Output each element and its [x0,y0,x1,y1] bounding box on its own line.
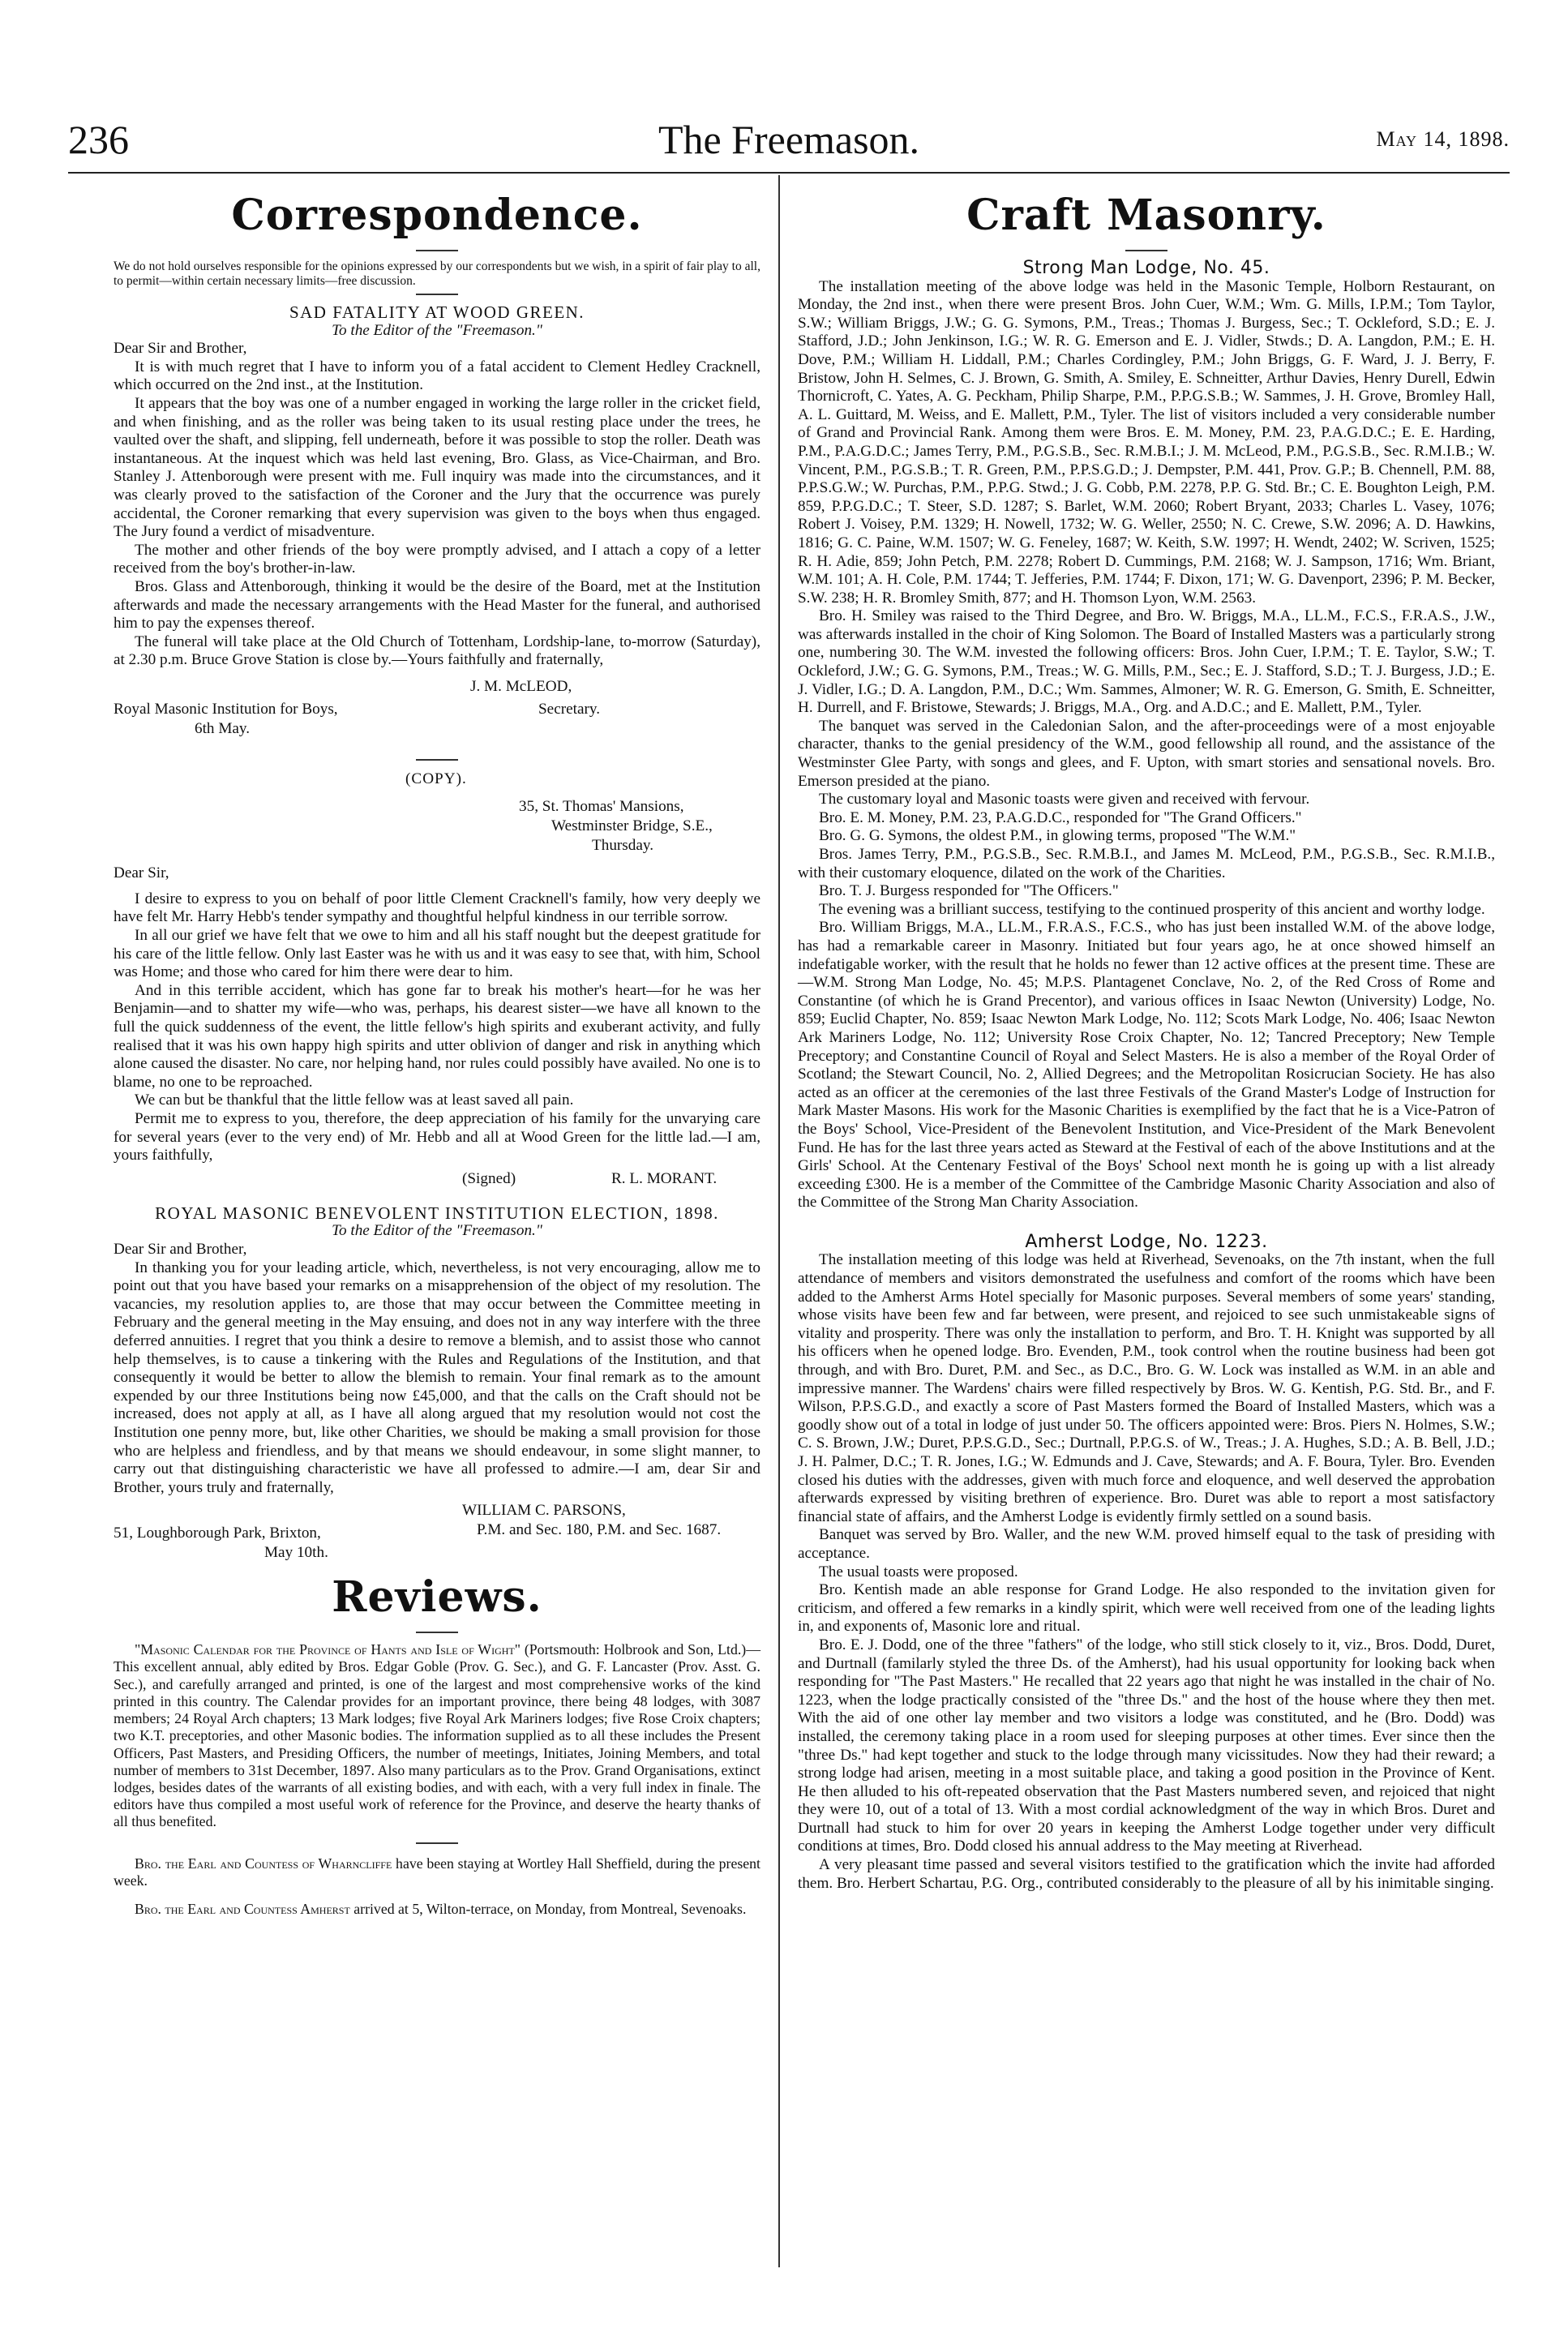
letter-salutation: Dear Sir and Brother, [114,1240,247,1258]
lodge-heading: Strong Man Lodge, No. 45. [1022,258,1270,278]
divider-rule [1125,250,1167,251]
right-column [798,183,1495,1893]
copy-address-line: 35, St. Thomas' Mansions, [519,797,684,815]
report-paragraph: The customary loyal and Masonic toasts were given and received with fervour. [819,791,1310,808]
report-paragraph: Bros. James Terry, P.M., P.G.S.B., Sec. R.M.B.I., and James M. McLeod, P.M., P.G.S.B., Sec. R.M.I.B., with their customary eloquence, dilated on the work of the Charities. [798,846,1495,881]
copy-signature [114,1169,760,1190]
letter-paragraph: Permit me to express to you, therefore, the deep appreciation of his family for the unvarying care for several years (ever to the very end) of Mr. Hebb and all at Wood Green for the little lad.—I am, yours faithfully, [114,1110,760,1164]
masthead-rule [68,172,1510,174]
divider-rule [416,759,458,761]
letter-paragraph: In thanking you for your leading article, which, nevertheless, is not very encouraging, allow me to point out that you have based your remarks on a misapprehension of the object of my resolution. The vacancies, my resolution applies to, are those that may occur between the Committee meeting in February and the general meeting in the May ensuing, and does not in any way interfere with the three deferred annuities. I regret that you think a desire to remove a blemish, and to assist those who cannot help themselves, is to cause a tinkering with the Rules and Regulations of the Institution, and that consequently it would be better to allow the blemish to remain. Your final remark as to the amount expended by our three Institutions being now £45,000, and that the calls on the Craft should not be increased, does not apply at all, as I have all along argued that my resolution would not cost the Institution one penny more, but, like other Charities, we should be making a small provision for those who are helpless and friendless, and by that means we should endeavour, in some slight manner, to carry out that distinguishing characteristic we have all professed to admire.—I am, dear Sir and Brother, yours truly and fraternally, [114,1259,760,1496]
masthead [68,114,1510,165]
review-body: (Portsmouth: Holbrook and Son, Ltd.)—This excellent annual, ably edited by Bros. Edgar Goble (Prov. G. Sec.), and G. F. Lancaster (Prov. Asst. G. Sec.), and carefully arranged and printed, is one of the largest and most comprehensive works of the kind printed in this country. The Calendar provides for an important province, there being 48 lodges, with 3087 members; 24 Royal Arch chapters; 13 Mark lodges; five Royal Ark Mariners lodges; five Rose Croix chapters; two K.T. preceptories, and other Masonic bodies. The information supplied as to all these includes the Present Officers, Past Masters, and Presiding Officers, the number of meetings, Initiates, Joining Members, and total number of members to 31st December, 1897. Also many particulars as to the Prov. Grand Organisations, extinct lodges, besides dates of the warrants of all existing bodies, and with each, with a very full index in finale. The editors have thus compiled a most useful work of reference for the Province, and deserve the hearty thanks of all thus benefited. [114,1641,760,1830]
divider-rule [416,1842,458,1844]
letter-addressee: To the Editor of the "Freemason." [332,321,542,339]
note-lead: Bro. the Earl and Countess of Wharncliffe [135,1855,392,1872]
signer-titles: P.M. and Sec. 180, P.M. and Sec. 1687. [477,1521,722,1539]
report-paragraph: Banquet was served by Bro. Waller, and the new W.M. proved himself equal to the task of presiding with acceptance. [798,1526,1495,1562]
report-paragraph: The installation meeting of the above lodge was held in the Masonic Temple, Holborn Restaurant, on Monday, the 2nd inst., when there were present Bros. John Cuer, W.M.; Wm. G. Mills, I.P.M.; Tom Taylor, S.W.; William Briggs, J.W.; G. G. Symons, P.M., Treas.; Thomas J. Burgess, Sec.; T. Ockleford, S.D.; E. J. Stafford, J.D.; John Jenkinson, I.G.; W. R. G. Emerson and E. J. Vidler, Stwds.; D. A. Langdon, P.M.; E. H. Dove, P.M.; William H. Liddall, P.M.; Charles Cordingley, P.M.; John Briggs, G. F. Ward, J. J. Berry, F. Bristow, John H. Selmes, C. J. Brown, G. Smith, A. Smiley, E. Schneitter, Arthur Davies, Henry Durell, Edwin Thornicroft, C. Yates, A. G. Peckham, Philip Sharpe, P.M., P.P.G.S.B.; W. Sammes, J. H. Grove, Bromley Hall, A. L. Guittard, M. Weiss, and E. Mallett, P.M., Tyler. The list of visitors included a very considerable number of Grand and Provincial Rank. Among them were Bros. E. M. Money, P.M. 23, P.A.G.D.C.; E. E. Harding, P.M., P.A.G.D.C.; James Terry, P.M., P.G.S.B., Sec. R.M.B.I.; J. M. McLeod, P.M., P.G.S.B., Sec. R.M.I.B.; W. Vincent, P.M., P.G.S.B.; T. R. Green, P.M., P.P.S.G.D.; J. Dempster, P.M. 441, Prov. G.P.; B. Chennell, P.M. 88, P.P.S.G.W.; W. Purchas, P.M., P.P.G. Stwd.; J. G. Cobb, P.M. 2278, P.P. G. Std. Br.; C. E. Boughton Leigh, P.M. 859, P.P.G.D.C.; T. Steer, S.D. 1287; S. Barlet, W.M. 2060; Robert Bryant, 2033; Charles L. Vasey, 1076; Robert J. Voisey, P.M. 1329; H. Nowell, 1732; W. G. Weller, 2550; N. C. Crewe, S.W. 2096; A. D. Hawkins, 1816; G. C. Paine, W.M. 1507; W. G. Feneley, 1687; W. Keith, S.W. 1997; H. Wendt, 2402; W. Scriven, 1525; R. H. Adie, 859; John Petch, P.M. 2278; Robert D. Cummings, P.M. 2168; W. J. Sampson, 1716; Wm. Briant, W.M. 101; A. H. Cole, P.M. 1744; T. Jefferies, P.M. 1744; F. Dixon, 171; W. G. Davenport, 2396; P. M. Becker, S.W. 238; H. R. Bromley Smith, 877; and H. Thomson Lyon, W.M. 2563. [798,277,1495,607]
report-paragraph: Bro. E. M. Money, P.M. 23, P.A.G.D.C., responded for "The Grand Officers." [819,808,1302,826]
copy-letter-header [114,769,760,890]
signer-name: R. L. MORANT. [611,1169,718,1187]
divider-rule [416,250,458,251]
news-note [114,1901,760,1918]
page-number: 236 [68,117,129,162]
copy-salutation: Dear Sir, [114,864,169,881]
signer-institution: Royal Masonic Institution for Boys, [114,700,338,718]
letter-heading: ROYAL MASONIC BENEVOLENT INSTITUTION ELECTION, 1898. [155,1203,719,1223]
report-paragraph: Bro. Kentish made an able response for Grand Lodge. He also responded to the invitation given for criticism, and offered a few remarks in a kindly spirit, which were well received from one of the leading lights in, and exponents of, Masonic lore and ritual. [798,1581,1495,1636]
copy-address-line: Westminster Bridge, S.E., [551,817,713,834]
letter-addressee: To the Editor of the "Freemason." [332,1222,542,1240]
note-body: have been staying at Wortley Hall Sheffield, during the present week. [114,1855,760,1889]
letter-signature [114,673,760,751]
review-title: "Masonic Calendar for the Province of Hants and Isle of Wight" [135,1641,521,1658]
paper-title: The Freemason. [658,117,920,162]
letter-paragraph: And in this terrible accident, which has gone far to break his mother's heart—for he was her Benjamin—and to shatter my wife—who was, perhaps, his dearest sister—we have all known to the full the quick suddenness of the event, the little fellow's high spirits and exuberant activity, and fully realised that it was his own happy high spirits and utter oblivion of danger and risk in anything which alone caused the disaster. No care, nor helping hand, nor rules could possibly have availed. No one is to blame, no one to be reproached. [114,981,760,1091]
note-lead: Bro. the Earl and Countess Amherst [135,1900,350,1917]
letter-paragraph: The mother and other friends of the boy were promptly advised, and I attach a copy of a letter received from the boy's brother-in-law. [114,541,760,577]
letter-dateline: May 10th. [264,1544,328,1562]
signer-address: 51, Loughborough Park, Brixton, [114,1525,321,1542]
correspondence-heading: Correspondence. [231,191,643,240]
divider-rule [416,1632,458,1633]
letter-paragraph: Bros. Glass and Attenborough, thinking it would be the desire of the Board, met at the Institution afterwards and made the necessary arrangements with the Head Master for the funeral, and authorised him to pay the expenses thereof. [114,577,760,633]
letter-paragraph: In all our grief we have felt that we owe to him and all his staff nought but the deepest gratitude for his care of the little fellow. Only last Easter was he with us and it was easy to see that, with him, School was Home; and those who cared for him there were dear to him. [114,927,760,981]
letter-signature [114,1502,760,1563]
column-divider [778,175,780,2267]
divider-rule [416,294,458,295]
signed-label: (Signed) [462,1169,516,1187]
left-column [114,183,760,1918]
reviews-heading: Reviews. [332,1572,542,1623]
issue-date: May 14, 1898. [1376,127,1510,151]
report-paragraph: The installation meeting of this lodge was held at Riverhead, Sevenoaks, on the 7th instant, when the full attendance of members and visitors demonstrated the usefulness and comfort of the rooms which have been added to the Amherst Arms Hotel specially for Masonic purposes. Several members of some years' standing, whose visits have been few and far between, were present, and rejoiced to see such unmistakeable signs of vitality and prosperity. There was only the installation to perform, and Bro. T. H. Knight was supported by all his officers when he opened lodge. Bro. Evenden, P.M., took control when the routine business had been got through, and with Bro. Duret, P.M. and Sec., as D.C., Bro. G. W. Lock was installed as W.M. in an able and impressive manner. The Wardens' chairs were filled respectively by Bros. W. G. Kentish, P.G. Std. Br., and F. Wilson, P.P.S.G.D., and exactly a score of Past Masters formed the Board of Installed Masters, which was a goodly show out of a total in lodge of just under 50. The officers appointed were: Bros. Piers N. Holmes, S.W.; C. S. Brown, J.W.; Duret, P.P.S.G.D., Sec.; Durtnall, P.P.G.S. of W., Treas.; J. A. Hughes, S.D.; A. B. Bell, J.D.; J. H. Palmer, D.C.; T. R. Jones, I.G.; W. Edmunds and J. Cave, Stewards; and A. F. Boura, Tyler. Bro. Evenden closed his duties with the addresses, given with much force and eloquence, and well deserved the approbation afterwards expressed by visiting brethren of experience. Bro. Duret was able to report a most satisfactory financial state of affairs, and the Amherst Lodge is evidently firmly settled on a sound basis. [798,1251,1495,1525]
letter-paragraph: It is with much regret that I have to inform you of a fatal accident to Clement Hedley Cracknell, which occurred on the 2nd inst., at the Institution. [114,358,760,394]
review-item [114,1641,760,1830]
editorial-disclaimer: We do not hold ourselves responsible for the opinions expressed by our correspondents but we wish, in a spirit of fair play to all, to permit—within certain necessary limits—free discussion. [114,259,760,288]
report-paragraph: The evening was a brilliant success, testifying to the continued prosperity of this ancient and worthy lodge. [819,900,1485,918]
letter-dateline: 6th May. [195,719,251,737]
letter-paragraph: It appears that the boy was one of a number engaged in working the large roller in the cricket field, and when finishing, and as the roller was being taken to its usual resting place under the trees, he vaulted over the shaft, and slipping, fell underneath, before it was possible to stop the roller. Death was instantaneous. At the inquest which was held last evening, Bro. Glass, as Vice-Chairman, and Bro. Stanley J. Attenborough were present with me. Full inquiry was made into the circumstances, and it was clearly proved to the satisfaction of the Coroner and the Jury that the occurrence was purely accidental, the Coroner remarking that every supervision was given to the boys when thus engaged. The Jury found a verdict of misadventure. [114,394,760,541]
report-paragraph: Bro. T. J. Burgess responded for "The Officers." [819,882,1119,900]
letter-paragraph: We can but be thankful that the little fellow was at least saved all pain. [135,1091,574,1109]
report-paragraph: Bro. H. Smiley was raised to the Third Degree, and Bro. W. Briggs, M.A., LL.M., F.C.S., F.R.A.S., J.W., was afterwards installed in the choir of King Solomon. The Board of Installed Masters was a particularly strong one, numbering 30. The W.M. invested the following officers: Bros. John Cuer, I.P.M.; T. E. Taylor, S.W.; T. Ockleford, J.W.; G. G. Symons, P.M., Treas.; W. G. Mills, P.M., Sec.; E. J. Stafford, S.D.; T. J. Burgess, J.D.; E. J. Vidler, I.G.; D. A. Langdon, P.M., D.C.; Wm. Sammes, Almoner; W. R. G. Emerson, G. Smith, E. Schneitter, H. Durrell, and F. Bristowe, Stewards; J. Briggs, M.A., Org. and A.D.C.; and E. Mallett, P.M., Tyler. [798,607,1495,717]
letter-paragraph: The funeral will take place at the Old Church of Tottenham, Lordship-lane, to-morrow (Saturday), at 2.30 p.m. Bruce Grove Station is close by.—Yours faithfully and fraternally, [114,633,760,669]
news-note [114,1855,760,1889]
copy-label: (COPY). [405,770,467,787]
report-paragraph: The usual toasts were proposed. [819,1563,1018,1580]
note-body: arrived at 5, Wilton-terrace, on Monday, from Montreal, Sevenoaks. [353,1900,747,1917]
copy-day: Thursday. [592,836,654,854]
letter-salutation: Dear Sir and Brother, [114,340,247,358]
letter-heading: SAD FATALITY AT WOOD GREEN. [289,302,585,322]
signer-name: WILLIAM C. PARSONS, [462,1502,626,1520]
lodge-heading: Amherst Lodge, No. 1223. [1025,1231,1268,1252]
report-paragraph: The banquet was served in the Caledonian Salon, and the after-proceedings were of a most enjoyable character, thanks to the genial presidency of the W.M., good fellowship all round, and the assistance of the Westminster Glee Party, with songs and glees, and F. Upton, with smart stories and sensational novels. Bro. Emerson presided at the piano. [798,717,1495,790]
signer-role: Secretary. [538,700,600,718]
signer-name: J. M. McLEOD, [470,677,572,695]
letter-paragraph: I desire to express to you on behalf of poor little Clement Cracknell's family, how very deeply we have felt Mr. Harry Hebb's tender sympathy and thoughtful helpful kindness in our terrible sorrow. [114,890,760,926]
report-paragraph: A very pleasant time passed and several visitors testified to the gratification which the invite had afforded them. Bro. Herbert Schartau, P.G. Org., contributed considerably to the pleasure of all by his inimitable singing. [798,1856,1495,1892]
report-paragraph: Bro. E. J. Dodd, one of the three "fathers" of the lodge, who still stick closely to it, viz., Bros. Dodd, Duret, and Durtnall (familarly styled the three Ds. of the Amherst), had his usual opportunity for looking back when responding for "The Past Masters." He recalled that 22 years ago that night he was installed in the chair of No. 1223, when the lodge practically consisted of the "three Ds." and the host of the house where they then met. With the aid of one other lay member and two visitors a lodge was constituted, and he (Bro. Dodd) was installed, the ceremony taking place in a room used for sleeping purposes at other times. Ever since then the "three Ds." had kept together and stuck to the lodge through many vicissitudes. Now they had their reward; a strong lodge had arisen, meeting in a most suitable place, and taking a good position in the Province of Kent. He then alluded to his oft-repeated observation that the Past Masters numbered seven, and rejoiced that night they were 10, out of a total of 13. With a most cordial acknowledgment of the way in which Bros. Duret and Durtnall had stuck to him for over 20 years in keeping the Amherst Lodge together under very difficult conditions at times, Bro. Dodd closed his annual address to the May meeting at Riverhead. [798,1636,1495,1855]
report-paragraph: Bro. William Briggs, M.A., LL.M., F.R.A.S., F.C.S., who has just been installed W.M. of the above lodge, has had a remarkable career in Masonry. Initiated but four years ago, he at once showed himself an indefatigable worker, with the result that he holds no fewer than 12 active offices at the present time. These are—W.M. Strong Man Lodge, No. 45; M.P.S. Plantagenet Conclave, No. 2, of the Red Cross of Rome and Constantine (of which he is Grand Precentor), and various offices in Isaac Newton (University) Lodge, No. 859; Euclid Chapter, No. 859; Isaac Newton Mark Lodge, No. 112; Scots Mark Lodge, No. 406; Isaac Newton Ark Mariners Lodge, No. 112; University Rose Croix Chapter, No. 12; Tancred Preceptory; New Temple Preceptory; and Constantine Council of Royal and Select Masters. He is also a member of the Royal Order of Scotland; the Stewart Council, No. 2, Allied Degrees; and the Metropolitan Rosicrucian Society. He has also acted as an officer at the ceremonies of the last three Festivals of the Grand Master's Lodge of Instruction for Mark Master Masons. His work for the Masonic Charities is exemplified by the fact that he is a Vice-Patron of the Boys' School, Vice-President of the Benevolent Institution, and Vice-President of the Mark Benevolent Fund. He has for the last three years acted as Steward at the Festival of each of the above Institutions and at the Girls' School. At the Centenary Festival of the Boys' School next month he is going up with a list already exceeding £300. He is a member of the Committee of the Cambridge Masonic Charity Association and also of the Committee of the Strong Man Charity Association. [798,919,1495,1212]
report-paragraph: Bro. G. G. Symons, the oldest P.M., in glowing terms, proposed "The W.M." [819,827,1296,845]
craft-masonry-heading: Craft Masonry. [966,191,1326,240]
